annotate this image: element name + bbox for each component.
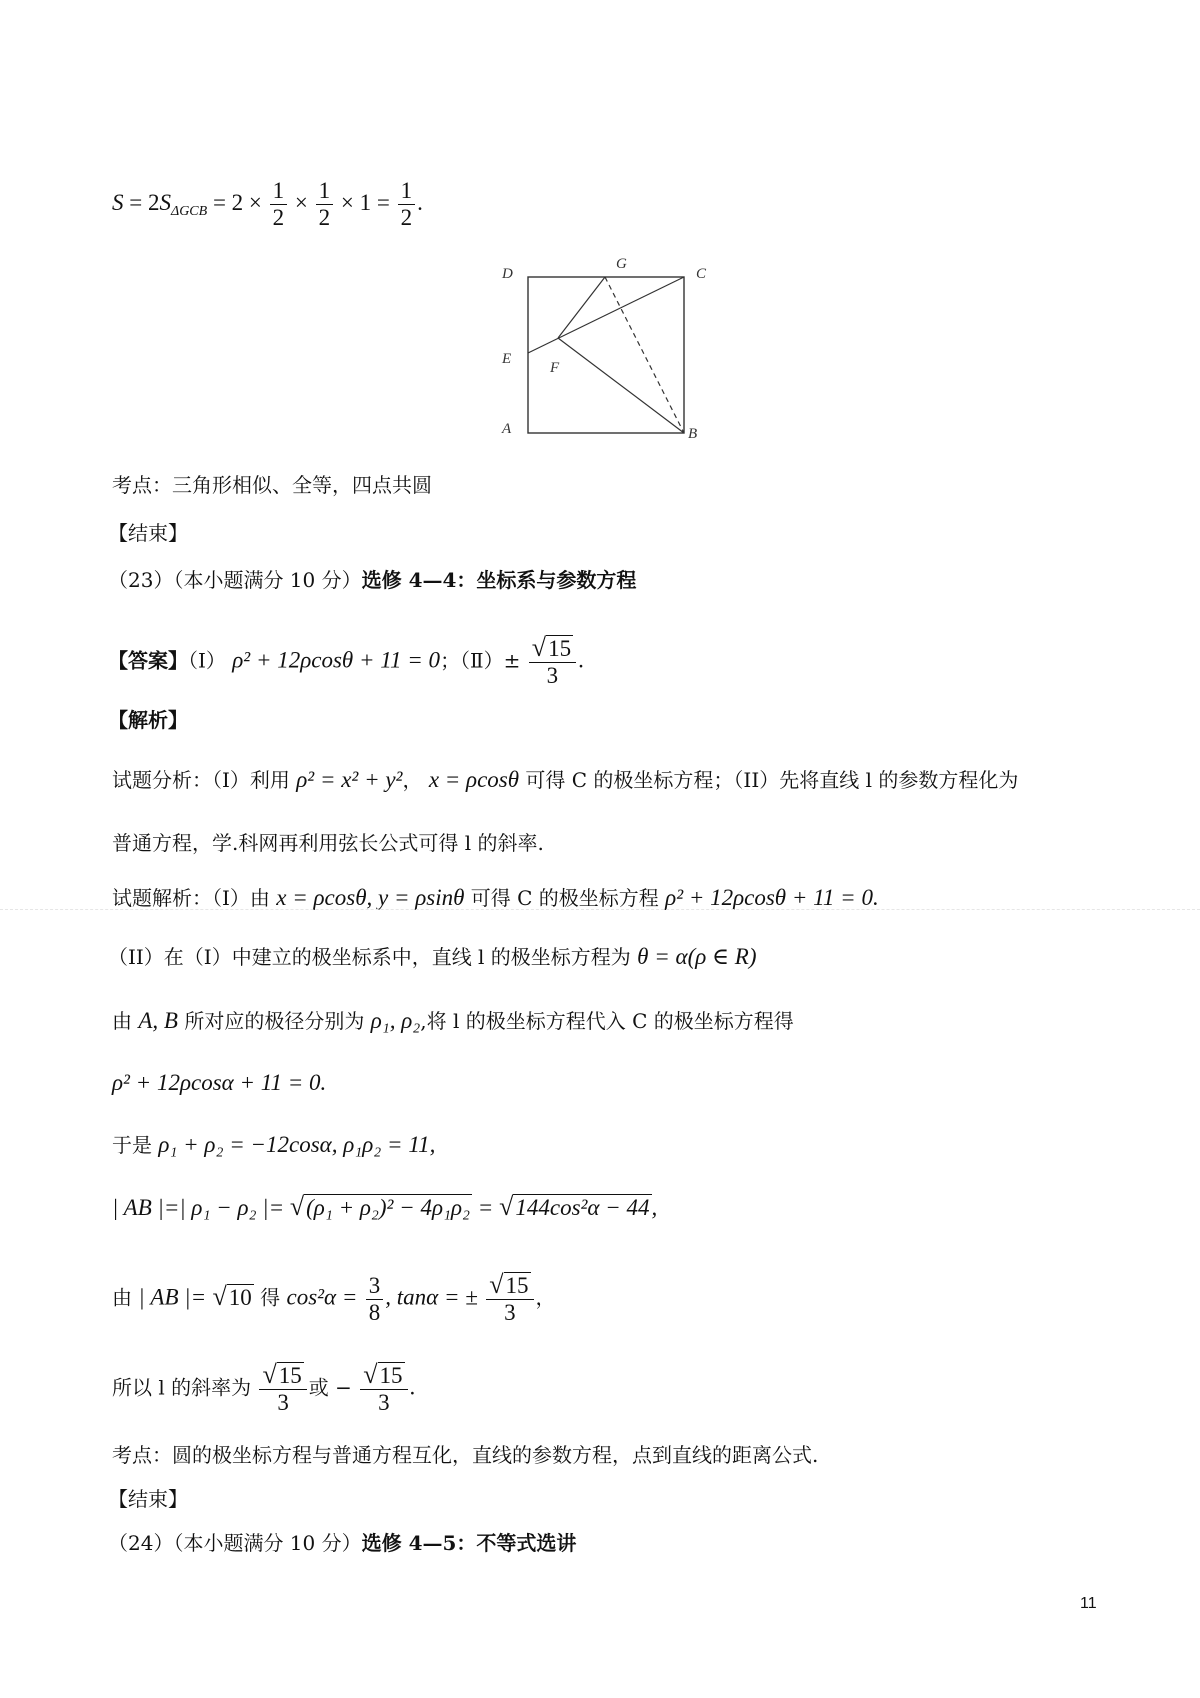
- p8-line: 所以 l 的斜率为 $\frac{√15}{3}$ 或 − $\frac{√15}{3}$ .: [112, 1360, 416, 1415]
- kaodian-22: 考点：三角形相似、全等，四点共圆: [112, 473, 432, 497]
- end-mark: 【结束】: [108, 1487, 188, 1511]
- p3-line: 由 A, B 所对应的极径分别为 ρ₁, ρ₂,将 l 的极坐标方程代入 C 的极坐标方程得: [112, 1008, 794, 1033]
- fenxi-line1: 试题分析：（I）利用 ρ² = x² + y²， x = ρcosθ 可得 C 的极坐标方程；（II）先将直线 l 的参数方程化为: [112, 767, 1019, 792]
- fraction-sqrt15-over-3: $\frac{√15}{3}$: [529, 635, 576, 689]
- jiexi-heading: 【解析】: [108, 708, 188, 732]
- formula-s: S: [112, 189, 124, 215]
- segment-gb-dashed: [605, 277, 684, 433]
- geometry-figure: [480, 250, 720, 450]
- p5-line: 于是 ρ₁ + ρ₂ = −12cosα, ρ₁ρ₂ = 11,: [112, 1132, 436, 1157]
- label-e: E: [502, 351, 512, 367]
- q23-answer: 【答案】（Ⅰ） ρ² + 12ρcosθ + 11 = 0；（Ⅱ）± $\frac{√15}{3}$ .: [108, 633, 584, 688]
- fraction-half: $\frac{1}{2}$: [398, 178, 416, 231]
- jie-line1: 试题解析：（I）由 x = ρcosθ, y = ρsinθ 可得 C 的极坐标方程 ρ² + 12ρcosθ + 11 = 0.: [112, 885, 879, 910]
- p2-line: （II）在（I）中建立的极坐标系中，直线 l 的极坐标方程为 θ = α(ρ ∈ R): [108, 944, 757, 969]
- fraction-sqrt15-over-3: $\frac{√15}{3}$: [259, 1362, 306, 1416]
- square-abcd: [528, 277, 684, 433]
- label-f: F: [550, 360, 560, 376]
- sqrt-expression: √144cos²α − 44: [499, 1192, 650, 1221]
- segment-fg: [558, 277, 605, 338]
- p7-line: 由 | AB |= √10 得 cos²α = $\frac{3}{8}$ , tanα = ± $\frac{√15}{3}$ ，: [112, 1270, 556, 1325]
- label-a: A: [502, 421, 512, 437]
- fraction-3-8: $\frac{3}{8}$: [366, 1273, 384, 1326]
- fenxi-line2: 普通方程，学.科网再利用弦长公式可得 l 的斜率.: [112, 831, 544, 855]
- fraction-half: $\frac{1}{2}$: [270, 178, 288, 231]
- fraction-sqrt15-over-3: $\frac{√15}{3}$: [486, 1272, 533, 1326]
- sqrt-expression: √(ρ₁ + ρ₂)² − 4ρ₁ρ₂: [289, 1192, 471, 1221]
- q24-title: （24）（本小题满分 10 分）选修 4—5：不等式选讲: [108, 1531, 577, 1555]
- label-c: C: [696, 266, 707, 282]
- label-g: G: [616, 256, 627, 272]
- area-formula: $S = 2S_{\Delta GCB} = 2$ × $\frac{1}{2}$ × $\frac{1}{2}$ × 1 = $\frac{1}{2}$ .: [112, 178, 423, 230]
- kaodian-23: 考点：圆的极坐标方程与普通方程互化，直线的参数方程，点到直线的距离公式.: [112, 1443, 819, 1467]
- q23-title: （23）（本小题满分 10 分）选修 4—4：坐标系与参数方程: [108, 568, 637, 592]
- page-number: 11: [1080, 1595, 1097, 1612]
- fraction-half: $\frac{1}{2}$: [316, 178, 334, 231]
- segment-fb: [558, 338, 684, 433]
- label-d: D: [502, 266, 513, 282]
- fraction-sqrt15-over-3: $\frac{√15}{3}$: [360, 1362, 407, 1416]
- page-divider: [0, 909, 1200, 910]
- end-mark: 【结束】: [108, 521, 188, 545]
- p4-equation: ρ² + 12ρcosα + 11 = 0.: [112, 1070, 327, 1095]
- p6-line: | AB |=| ρ₁ − ρ₂ |= √(ρ₁ + ρ₂)² − 4ρ₁ρ₂ = √144cos²α − 44,: [112, 1192, 658, 1221]
- sqrt-10: √10: [212, 1281, 252, 1311]
- label-b: B: [688, 426, 698, 442]
- segment-ec: [528, 277, 684, 353]
